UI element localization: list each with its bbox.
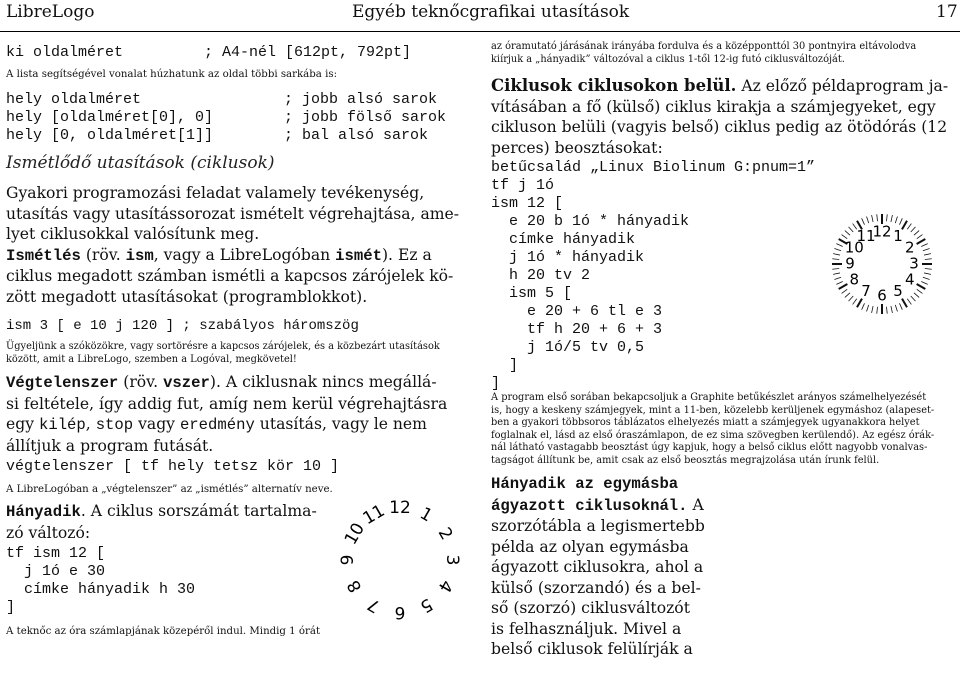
paragraph-nested: Ciklusok ciklusokon belül. Az előző példaprogram ja- vításában a fő (külső) ciklus kirakja a számjegyeket, egy cikluson belüli (vagyis belső) ciklus pedig az ötödórás (12 perces) beosztásokat: [491, 76, 949, 157]
ism-line: Ismétlés (röv. ism, vagy a LibreLogóban ismét). Ez a [6, 245, 432, 265]
note-spaces: Ügyeljünk a szóközökre, vagy sortörésre a kapcsos zárójelek, és a közbezárt utasítások között, amit a LibreLogo, szemben a Logóval, megkövetel! [6, 341, 440, 365]
clock-1-group [338, 498, 462, 622]
clock-2-tick [877, 214, 878, 221]
clock-numbers-figure [334, 490, 484, 630]
clock-2-tick [899, 218, 902, 224]
clock-2-tick [877, 307, 878, 314]
code-block-4: végtelenszer [ tf hely tetsz kör 10 ] [6, 458, 340, 475]
clock-1-number: 10 [340, 519, 370, 549]
clock-2-tick [895, 305, 897, 312]
clock-2-tick [834, 277, 841, 279]
clock-2-tick [907, 299, 911, 305]
clock-2-number: 9 [845, 254, 855, 273]
clock-2-tick [923, 277, 930, 279]
clock-2-tick [867, 216, 869, 223]
clock-2-tick [914, 231, 919, 236]
clock-2-tick [849, 227, 854, 232]
clock-2-tick [867, 305, 869, 312]
clock-2-tick [845, 231, 850, 236]
section-title: Ismétlődő utasítások (ciklusok) [6, 153, 275, 173]
paragraph-multiplication: Hányadik az egymásba ágyazott ciklusoknál. A szorzótábla a legismertebb példa az olyan egymásba ágyazott ciklusokra, ahol a külső (szorzandó) és a bel- ső (szorzó) ciklusváltozót is felhasználjuk. Mivel a belső ciklusok felülírják a [491, 475, 705, 658]
paragraph-hanyadik: Hányadik. A ciklus sorszámát tartalma- zó változó: [6, 502, 317, 542]
clock-2-tick [924, 254, 931, 255]
clock-1-number: 1 [416, 503, 436, 527]
clock-2-number: 11 [856, 226, 876, 245]
clock-2-tick [836, 244, 842, 247]
clock-1-number: 3 [442, 554, 462, 566]
clock-2-number: 7 [861, 282, 871, 301]
clock-2-number: 3 [909, 254, 919, 273]
clock-2-tick [895, 216, 897, 223]
clock-2-tick [921, 244, 927, 247]
clock-2-number: 1 [893, 226, 903, 245]
clock-2-tick [925, 268, 932, 269]
clock-2-tick [917, 289, 923, 293]
clock-2-group [832, 214, 932, 314]
clock-2-tick [924, 273, 931, 274]
paragraph-vegtelenszer: Végtelenszer (röv. vszer). A ciklusnak nincs megállá- si feltétele, így addig fut, amíg nem kerül végrehajtásra egy kilép, stop vagy eredmény utasítás, vagy le nem állítjuk a program futását. [6, 373, 448, 455]
code-comment-1: ; A4-nél [612pt, 792pt] [204, 44, 412, 61]
clock-2-tick [923, 249, 930, 251]
clock-2-tick [834, 249, 841, 251]
clock-face-figure [832, 212, 956, 326]
clock-2-tick [842, 289, 848, 293]
clock-1-number: 8 [343, 576, 367, 596]
clock-2-tick [925, 259, 932, 260]
clock-2-tick [862, 218, 865, 224]
clock-2-tick [839, 284, 848, 289]
clock-2-tick [921, 281, 927, 284]
code-block-5: tf ism 12 [ j 1ó e 30 címke hányadik h 30 ] [6, 545, 196, 616]
clock-1-number: 12 [389, 498, 411, 518]
clock-1-number: 11 [359, 500, 389, 530]
clock-2-tick [917, 284, 926, 289]
clock-2-number: 10 [844, 238, 864, 257]
clock-2-tick [891, 215, 892, 222]
clock-1-number: 4 [433, 576, 457, 596]
code-block-1: ki oldalméret [6, 44, 124, 61]
paragraph-1: Gyakori programozási feladat valamely tevékenység, utasítás vagy utasítássorozat ismételt végrehajtása, ame- lyet ciklusokkal valósítunk meg. Ismétlés (röv. ism, vagy a LibreLogóban ismét). Ez a ciklus megadott számban ismétli a kapcsos zárójelek kö- zött megadott utasításokat (programblokkot). [6, 184, 460, 306]
clock-2-tick [886, 307, 887, 314]
clock-2-number: 2 [904, 238, 915, 257]
clock-2-tick [849, 296, 854, 301]
clock-2-tick [872, 306, 873, 313]
clock-2-tick [891, 306, 892, 313]
note-graphite: A program első sorában bekapcsoljuk a Graphite betűkészlet arányos számelhelyezését is, hogy a keskeny számjegyek, mint a 11-ben, közelebb kerüljenek egymáshoz (alapeset- ben a gyakori többsoros táblázatos elhelyezés miatt a számjegyek ugyanakkora helyet foglalnak el, lásd az első óraszámlapon, de ez sima szövegben kerülendő). Az egész órák- nál látható vastagabb beosztást úgy kapjuk, hogy a belső ciklus előtt nagyobb vonalvas- tagságot állítunk be, amit csak az első beosztás megrajzolása után írunk felül. [491, 392, 935, 466]
clock-2-tick [914, 293, 919, 298]
clock-2-tick [853, 299, 857, 305]
clock-2-tick [917, 239, 926, 244]
clock-2-number: 4 [904, 270, 915, 289]
clock-2-number: 8 [849, 270, 860, 289]
clock-2-number: 12 [872, 222, 892, 241]
note-list: A lista segítségével vonalat húzhatunk az oldal többi sarkába is: [6, 69, 338, 80]
clock-2-number: 6 [877, 286, 887, 305]
clock-2-tick [911, 227, 916, 232]
code-block-3: ism 3 [ e 10 j 120 ] ; szabályos háromszög [6, 318, 359, 334]
code-block-2-comments: ; jobb alsó sarok ; jobb fölső sarok ; bal alsó sarok [284, 91, 447, 144]
clock-2-tick [899, 303, 902, 309]
clock-2-number: 5 [893, 282, 903, 301]
clock-2-tick [833, 254, 840, 255]
clock-2-tick [886, 214, 887, 221]
right-column [491, 0, 956, 680]
clock-1-number: 9 [338, 554, 358, 566]
clock-1-number: 2 [433, 524, 457, 544]
clock-2-tick [907, 224, 911, 230]
clock-1-number: 7 [364, 593, 384, 617]
clock-2-tick [833, 273, 840, 274]
note-clock-cont: az óramutató járásának irányába fordulva és a középponttól 30 pontnyira eltávolodva kiírjuk a „hányadik” változóval a ciklus 1-től 12-ig futó ciklusváltozóját. [491, 41, 917, 65]
header-title: Egyéb teknőcgrafikai utasítások [352, 2, 630, 22]
clock-2-tick [917, 235, 923, 239]
clock-2-tick [845, 293, 850, 298]
clock-2-tick [911, 296, 916, 301]
code-block-2: hely oldalméret hely [oldalméret[0], 0] hely [0, oldalméret[1]] [6, 91, 214, 144]
page-number: 17 [936, 2, 958, 22]
clock-2-tick [832, 259, 839, 260]
clock-2-tick [832, 268, 839, 269]
header-left: LibreLogo [6, 2, 95, 22]
clock-1-number: 6 [394, 602, 406, 622]
note-clock: A teknőc az óra számlapjának közepéről indul. Mindig 1 órát [6, 626, 321, 637]
code-block-6: betűcsalád „Linux Biolinum G:pnum=1” tf j 1ó ism 12 [ e 20 b 1ó * hányadik címke hányadik j 1ó * hányadik h 20 tv 2 ism 5 [ e 20 + 6 tl e 3 tf h 20 + 6 + 3 j 1ó/5 tv 0,5 ] ] [491, 159, 816, 392]
note-vegtelenszer: A LibreLogóban a „végtelenszer” az „ismétlés” alternatív neve. [6, 484, 333, 495]
clock-2-tick [836, 281, 842, 284]
clock-2-tick [872, 215, 873, 222]
clock-1-number: 5 [416, 593, 436, 617]
clock-2-tick [862, 303, 865, 309]
